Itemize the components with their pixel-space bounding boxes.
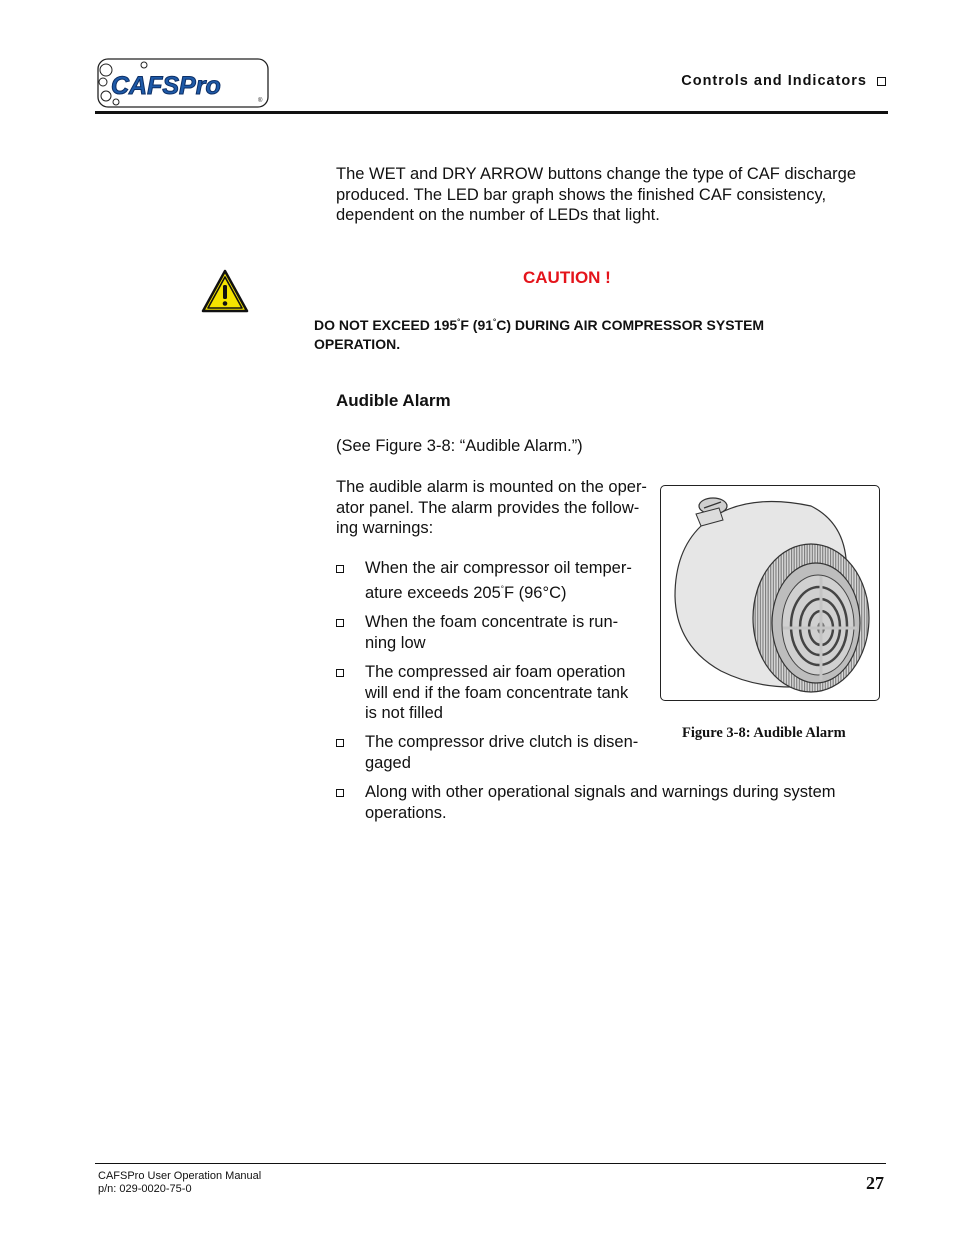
warning-triangle-icon	[200, 268, 250, 314]
manual-title: CAFSPro User Operation Manual	[98, 1170, 262, 1182]
list-item: When the air compressor oil temper- ature exceeds 205°F (96°C)	[336, 558, 632, 603]
intro-paragraph: The WET and DRY ARROW buttons change the type of CAF discharge produced. The LED bar graph shows the finished CAF consistency, dependent on the number of LEDs that light.	[336, 165, 857, 224]
figure-frame	[660, 485, 880, 701]
checkbox-bullet-icon	[336, 619, 344, 627]
caution-text: DO NOT EXCEED 195°F (91°C) DURING AIR COMPRESSOR SYSTEM OPERATION.	[314, 317, 765, 352]
page-number: 27	[866, 1173, 884, 1193]
checkbox-bullet-icon	[336, 669, 344, 677]
figure-reference: (See Figure 3-8: “Audible Alarm.”)	[336, 437, 583, 455]
header-divider	[95, 111, 888, 114]
checkbox-bullet-icon	[336, 789, 344, 797]
running-header	[681, 73, 886, 89]
checkbox-bullet-icon	[336, 565, 344, 573]
list-item: The compressed air foam operation will end if the foam concentrate tank is not filled	[336, 662, 628, 724]
checkbox-bullet-icon	[336, 739, 344, 747]
list-item: Along with other operational signals and warnings during system operations.	[336, 782, 836, 823]
footer-divider	[95, 1163, 886, 1164]
part-number: p/n: 029-0020-75-0	[98, 1183, 192, 1195]
section-heading: Audible Alarm	[336, 391, 451, 410]
logo-wordmark: CAFSPro	[111, 72, 221, 100]
list-item: When the foam concentrate is run- ning low	[336, 612, 618, 653]
alarm-intro-paragraph: The audible alarm is mounted on the oper- ator panel. The alarm provides the follow- ing warnings:	[336, 478, 647, 537]
cafspro-logo	[96, 56, 270, 110]
svg-text:®: ®	[258, 98, 263, 104]
figure-caption: Figure 3-8: Audible Alarm	[682, 725, 846, 741]
section-title: Controls and Indicators	[681, 73, 867, 89]
footer-info	[98, 1170, 261, 1196]
audible-alarm-illustration	[661, 486, 879, 700]
caution-title: CAUTION !	[523, 268, 611, 287]
square-bullet-icon	[877, 77, 886, 86]
list-item: The compressor drive clutch is disen- gaged	[336, 732, 638, 773]
